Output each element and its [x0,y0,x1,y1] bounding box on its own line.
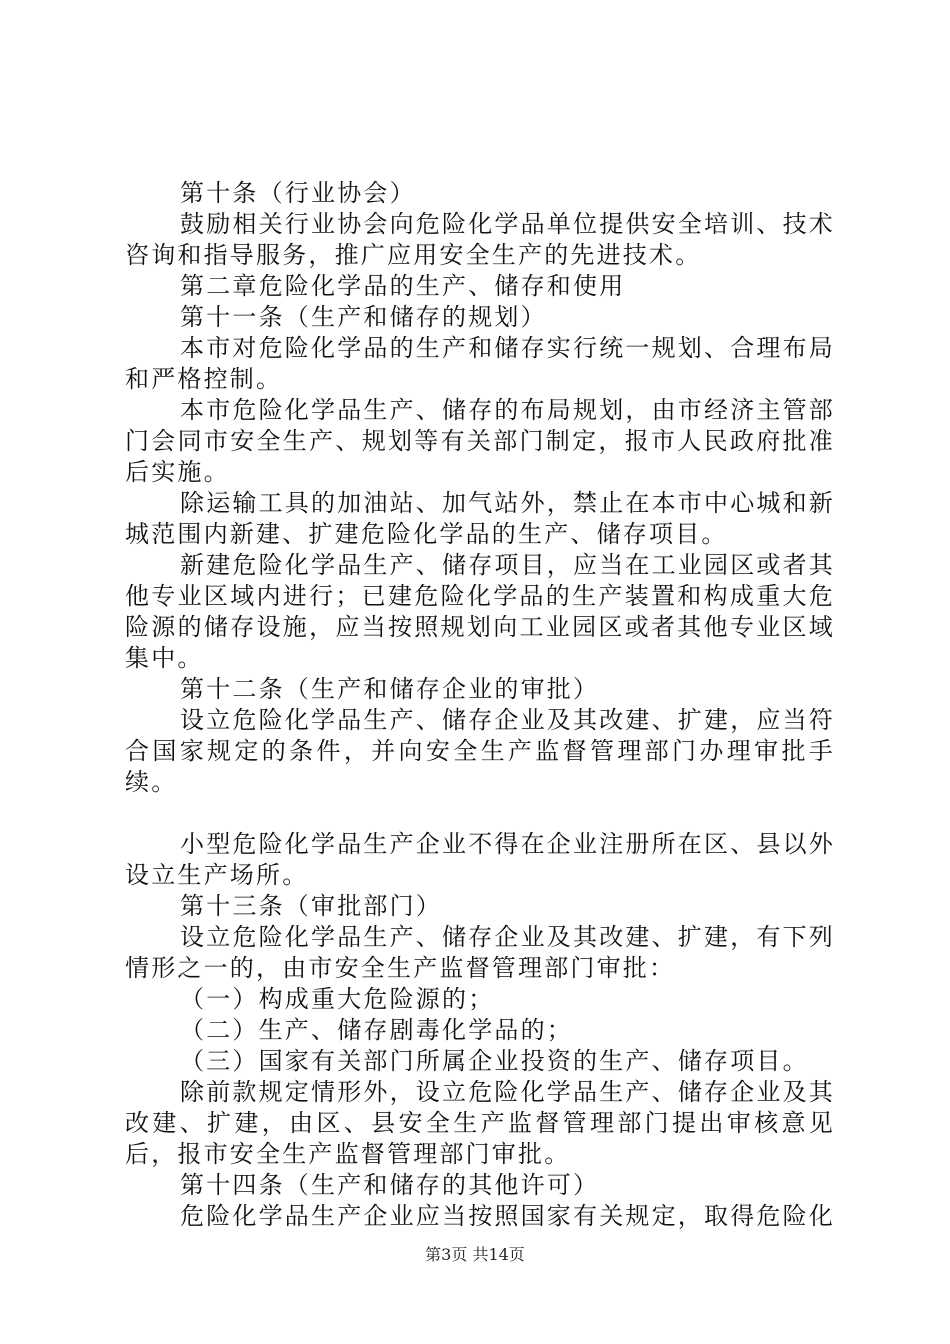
article-13-heading: 第十三条（审批部门） [180,892,442,920]
paragraph: 本市对危险化学品的生产和储存实行统一规划、合理布局和严格控制。 [125,334,835,393]
paragraph: 本市危险化学品生产、储存的布局规划，由市经济主管部门会同市安全生产、规划等有关部门制定，报市人民政府批准后实施。 [125,396,835,486]
paragraph: 除前款规定情形外，设立危险化学品生产、储存企业及其改建、扩建，由区、县安全生产监督管理部门提出审核意见后，报市安全生产监督管理部门审批。 [125,1078,835,1168]
list-item: （一）构成重大危险源的； [180,985,495,1013]
paragraph: 除运输工具的加油站、加气站外，禁止在本市中心城和新城范围内新建、扩建危险化学品的生产、储存项目。 [125,489,835,548]
article-10-heading: 第十条（行业协会） [180,179,416,207]
paragraph: 设立危险化学品生产、储存企业及其改建、扩建，有下列情形之一的，由市安全生产监督管理部门审批： [125,923,835,982]
page-number-footer: 第3页 共14页 [425,1245,525,1264]
article-14-heading: 第十四条（生产和储存的其他许可） [180,1171,600,1199]
article-12-heading: 第十二条（生产和储存企业的审批） [180,675,600,703]
list-item: （三）国家有关部门所属企业投资的生产、储存项目。 [180,1047,809,1075]
paragraph: 设立危险化学品生产、储存企业及其改建、扩建，应当符合国家规定的条件，并向安全生产监督管理部门办理审批手续。 [125,706,835,796]
article-11-heading: 第十一条（生产和储存的规划） [180,303,547,331]
paragraph: 新建危险化学品生产、储存项目，应当在工业园区或者其他专业区域内进行；已建危险化学品的生产装置和构成重大危险源的储存设施，应当按照规划向工业园区或者其他专业区域集中。 [125,551,835,672]
chapter-2-heading: 第二章危险化学品的生产、储存和使用 [180,272,626,300]
paragraph: 危险化学品生产企业应当按照国家有关规定，取得危险化 [180,1202,835,1230]
paragraph: 小型危险化学品生产企业不得在企业注册所在区、县以外设立生产场所。 [125,830,835,889]
list-item: （二）生产、储存剧毒化学品的； [180,1016,573,1044]
paragraph: 鼓励相关行业协会向危险化学品单位提供安全培训、技术咨询和指导服务，推广应用安全生产的先进技术。 [125,210,835,269]
document-body [125,178,835,1232]
blank-line [125,798,835,829]
